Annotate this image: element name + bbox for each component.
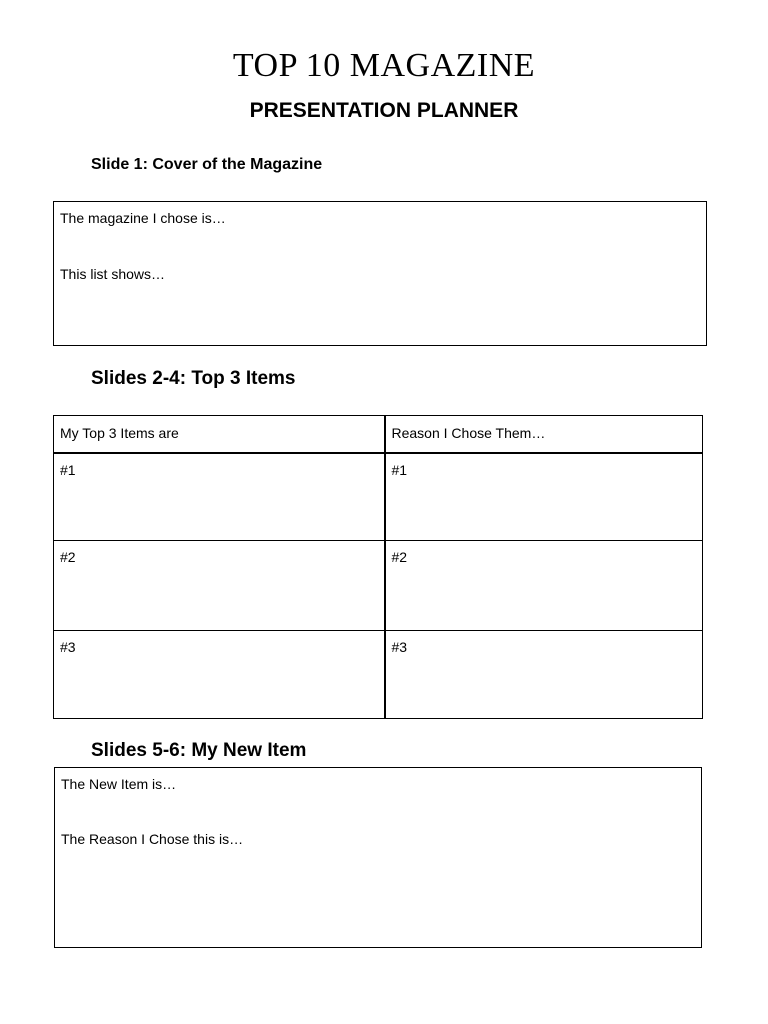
top3-items-table bbox=[53, 415, 703, 719]
new-item-prompt: The New Item is… bbox=[61, 776, 177, 792]
item-3-cell[interactable]: #3 bbox=[54, 631, 385, 719]
reason-2-cell[interactable]: #2 bbox=[385, 541, 703, 631]
new-item-answer-box[interactable] bbox=[54, 767, 702, 948]
document-subtitle: PRESENTATION PLANNER bbox=[249, 99, 519, 122]
reason-3-cell[interactable]: #3 bbox=[385, 631, 703, 719]
slides2-4-heading: Slides 2-4: Top 3 Items bbox=[91, 368, 296, 389]
table-row bbox=[54, 631, 703, 719]
slide1-prompt-list: This list shows… bbox=[60, 266, 166, 282]
document-title: TOP 10 MAGAZINE bbox=[232, 47, 536, 84]
slide1-answer-box[interactable] bbox=[53, 201, 707, 346]
item-1-cell[interactable]: #1 bbox=[54, 453, 385, 541]
header-reason: Reason I Chose Them… bbox=[385, 416, 703, 453]
new-item-reason-prompt: The Reason I Chose this is… bbox=[61, 831, 244, 847]
slides5-6-heading: Slides 5-6: My New Item bbox=[91, 740, 307, 761]
table-row bbox=[54, 453, 703, 541]
slide1-heading: Slide 1: Cover of the Magazine bbox=[91, 156, 323, 173]
reason-1-cell[interactable]: #1 bbox=[385, 453, 703, 541]
item-2-cell[interactable]: #2 bbox=[54, 541, 385, 631]
slide1-prompt-magazine: The magazine I chose is… bbox=[60, 210, 226, 226]
header-top3-items: My Top 3 Items are bbox=[54, 416, 385, 453]
table-header-row bbox=[54, 416, 703, 453]
table-row bbox=[54, 541, 703, 631]
